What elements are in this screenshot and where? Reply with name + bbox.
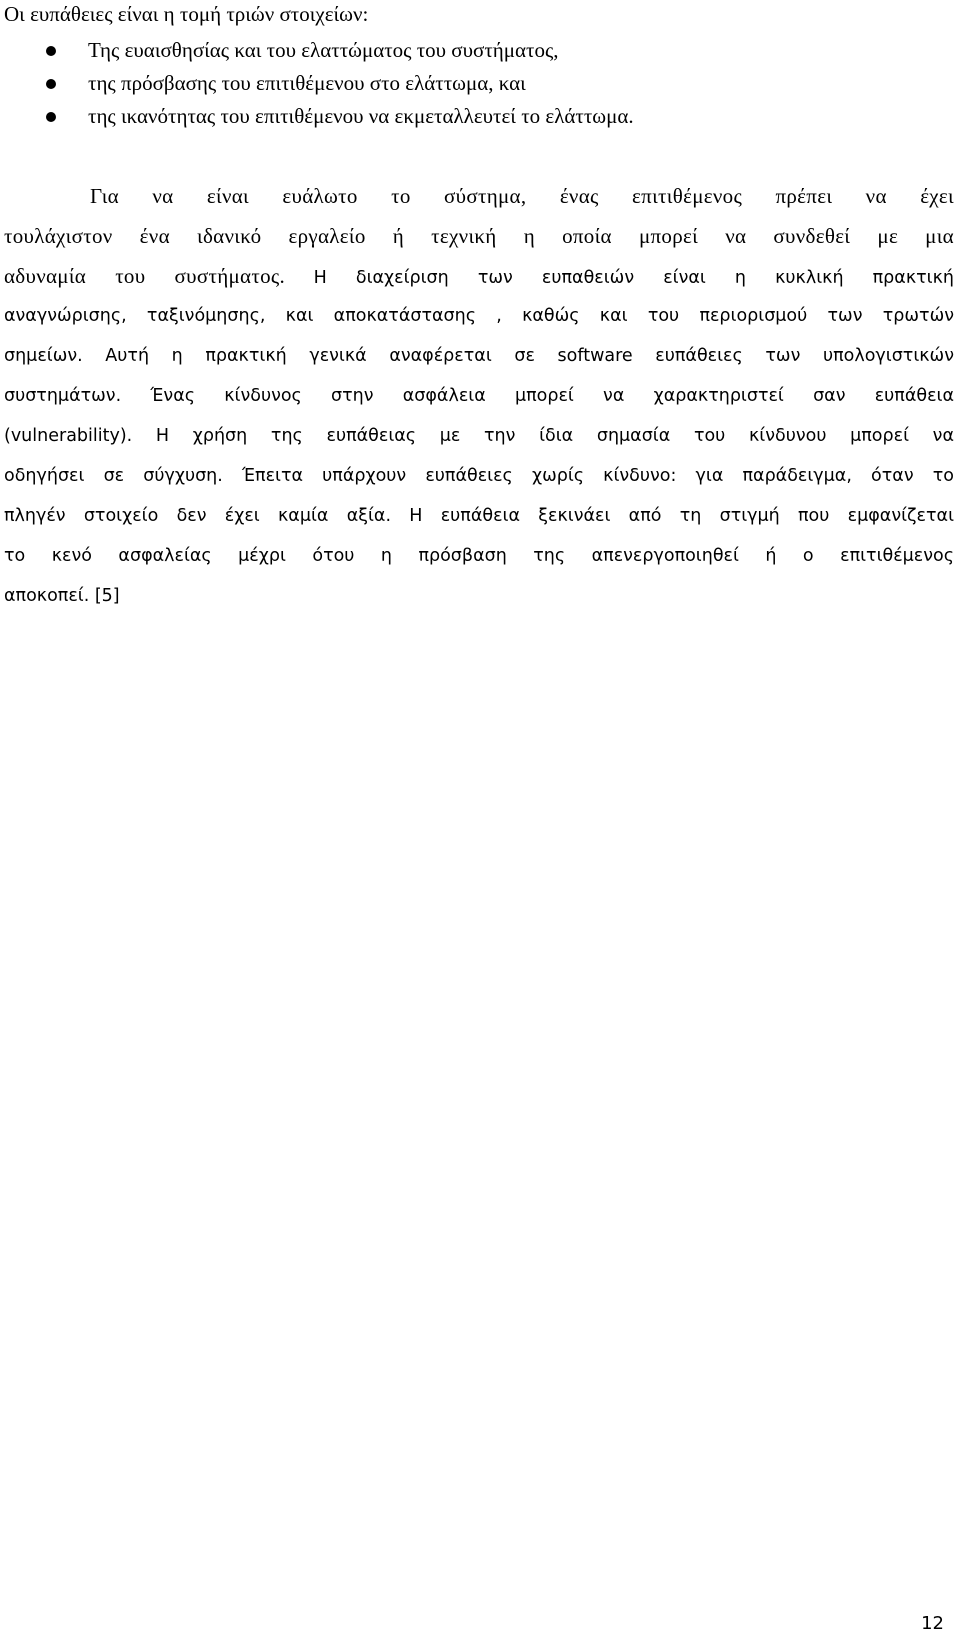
paragraph-segment-sans: Η διαχείριση των ευπαθειών είναι η κυκλική πρακτική <box>313 268 954 288</box>
paragraph-segment-serif: αδυναμία του συστήματος. <box>4 264 286 288</box>
paragraph-line: οδηγήσει σε σύγχυση. Έπειτα υπάρχουν ευπάθειες χωρίς κίνδυνο: για παράδειγμα, όταν το <box>4 466 954 486</box>
list-item <box>0 67 634 100</box>
paragraph-line: το κενό ασφαλείας μέχρι ότου η πρόσβαση της απενεργοποιηθεί ή ο επιτιθέμενος <box>4 546 954 566</box>
list-item-text: της πρόσβασης του επιτιθέμενου στο ελάττωμα, και <box>88 71 526 95</box>
list-item <box>0 34 634 67</box>
list-item <box>0 100 634 133</box>
bullet-list <box>0 34 634 133</box>
paragraph-line-mixed <box>4 256 954 296</box>
paragraph-line: σημείων. Αυτή η πρακτική γενικά αναφέρεται σε software ευπάθειες των υπολογιστικών <box>4 346 954 366</box>
intro-text: Οι ευπάθειες είναι η τομή τριών στοιχείων: <box>4 2 369 26</box>
paragraph-line: αναγνώρισης, ταξινόμησης, και αποκατάστασης , καθώς και του περιορισμού των τρωτών <box>4 306 954 326</box>
body-paragraph <box>4 176 954 616</box>
paragraph-line: Για να είναι ευάλωτο το σύστημα, ένας επιτιθέμενος πρέπει να έχει <box>90 184 954 208</box>
paragraph-line: συστημάτων. Ένας κίνδυνος στην ασφάλεια μπορεί να χαρακτηριστεί σαν ευπάθεια <box>4 386 954 406</box>
bullet-icon <box>46 112 56 122</box>
paragraph-line: αποκοπεί. [5] <box>4 586 120 606</box>
paragraph-line: τουλάχιστον ένα ιδανικό εργαλείο ή τεχνική η οποία μπορεί να συνδεθεί με μια <box>4 224 954 248</box>
list-item-text: της ικανότητας του επιτιθέμενου να εκμεταλλευτεί το ελάττωμα. <box>88 104 634 128</box>
paragraph-line: (vulnerability). Η χρήση της ευπάθειας με την ίδια σημασία του κίνδυνου μπορεί να <box>4 426 954 446</box>
page-number: 12 <box>921 1613 944 1634</box>
paragraph-line: πληγέν στοιχείο δεν έχει καμία αξία. Η ευπάθεια ξεκινάει από τη στιγμή που εμφανίζεται <box>4 506 954 526</box>
bullet-icon <box>46 46 56 56</box>
bullet-icon <box>46 79 56 89</box>
list-item-text: Της ευαισθησίας και του ελαττώματος του συστήματος, <box>88 38 559 62</box>
